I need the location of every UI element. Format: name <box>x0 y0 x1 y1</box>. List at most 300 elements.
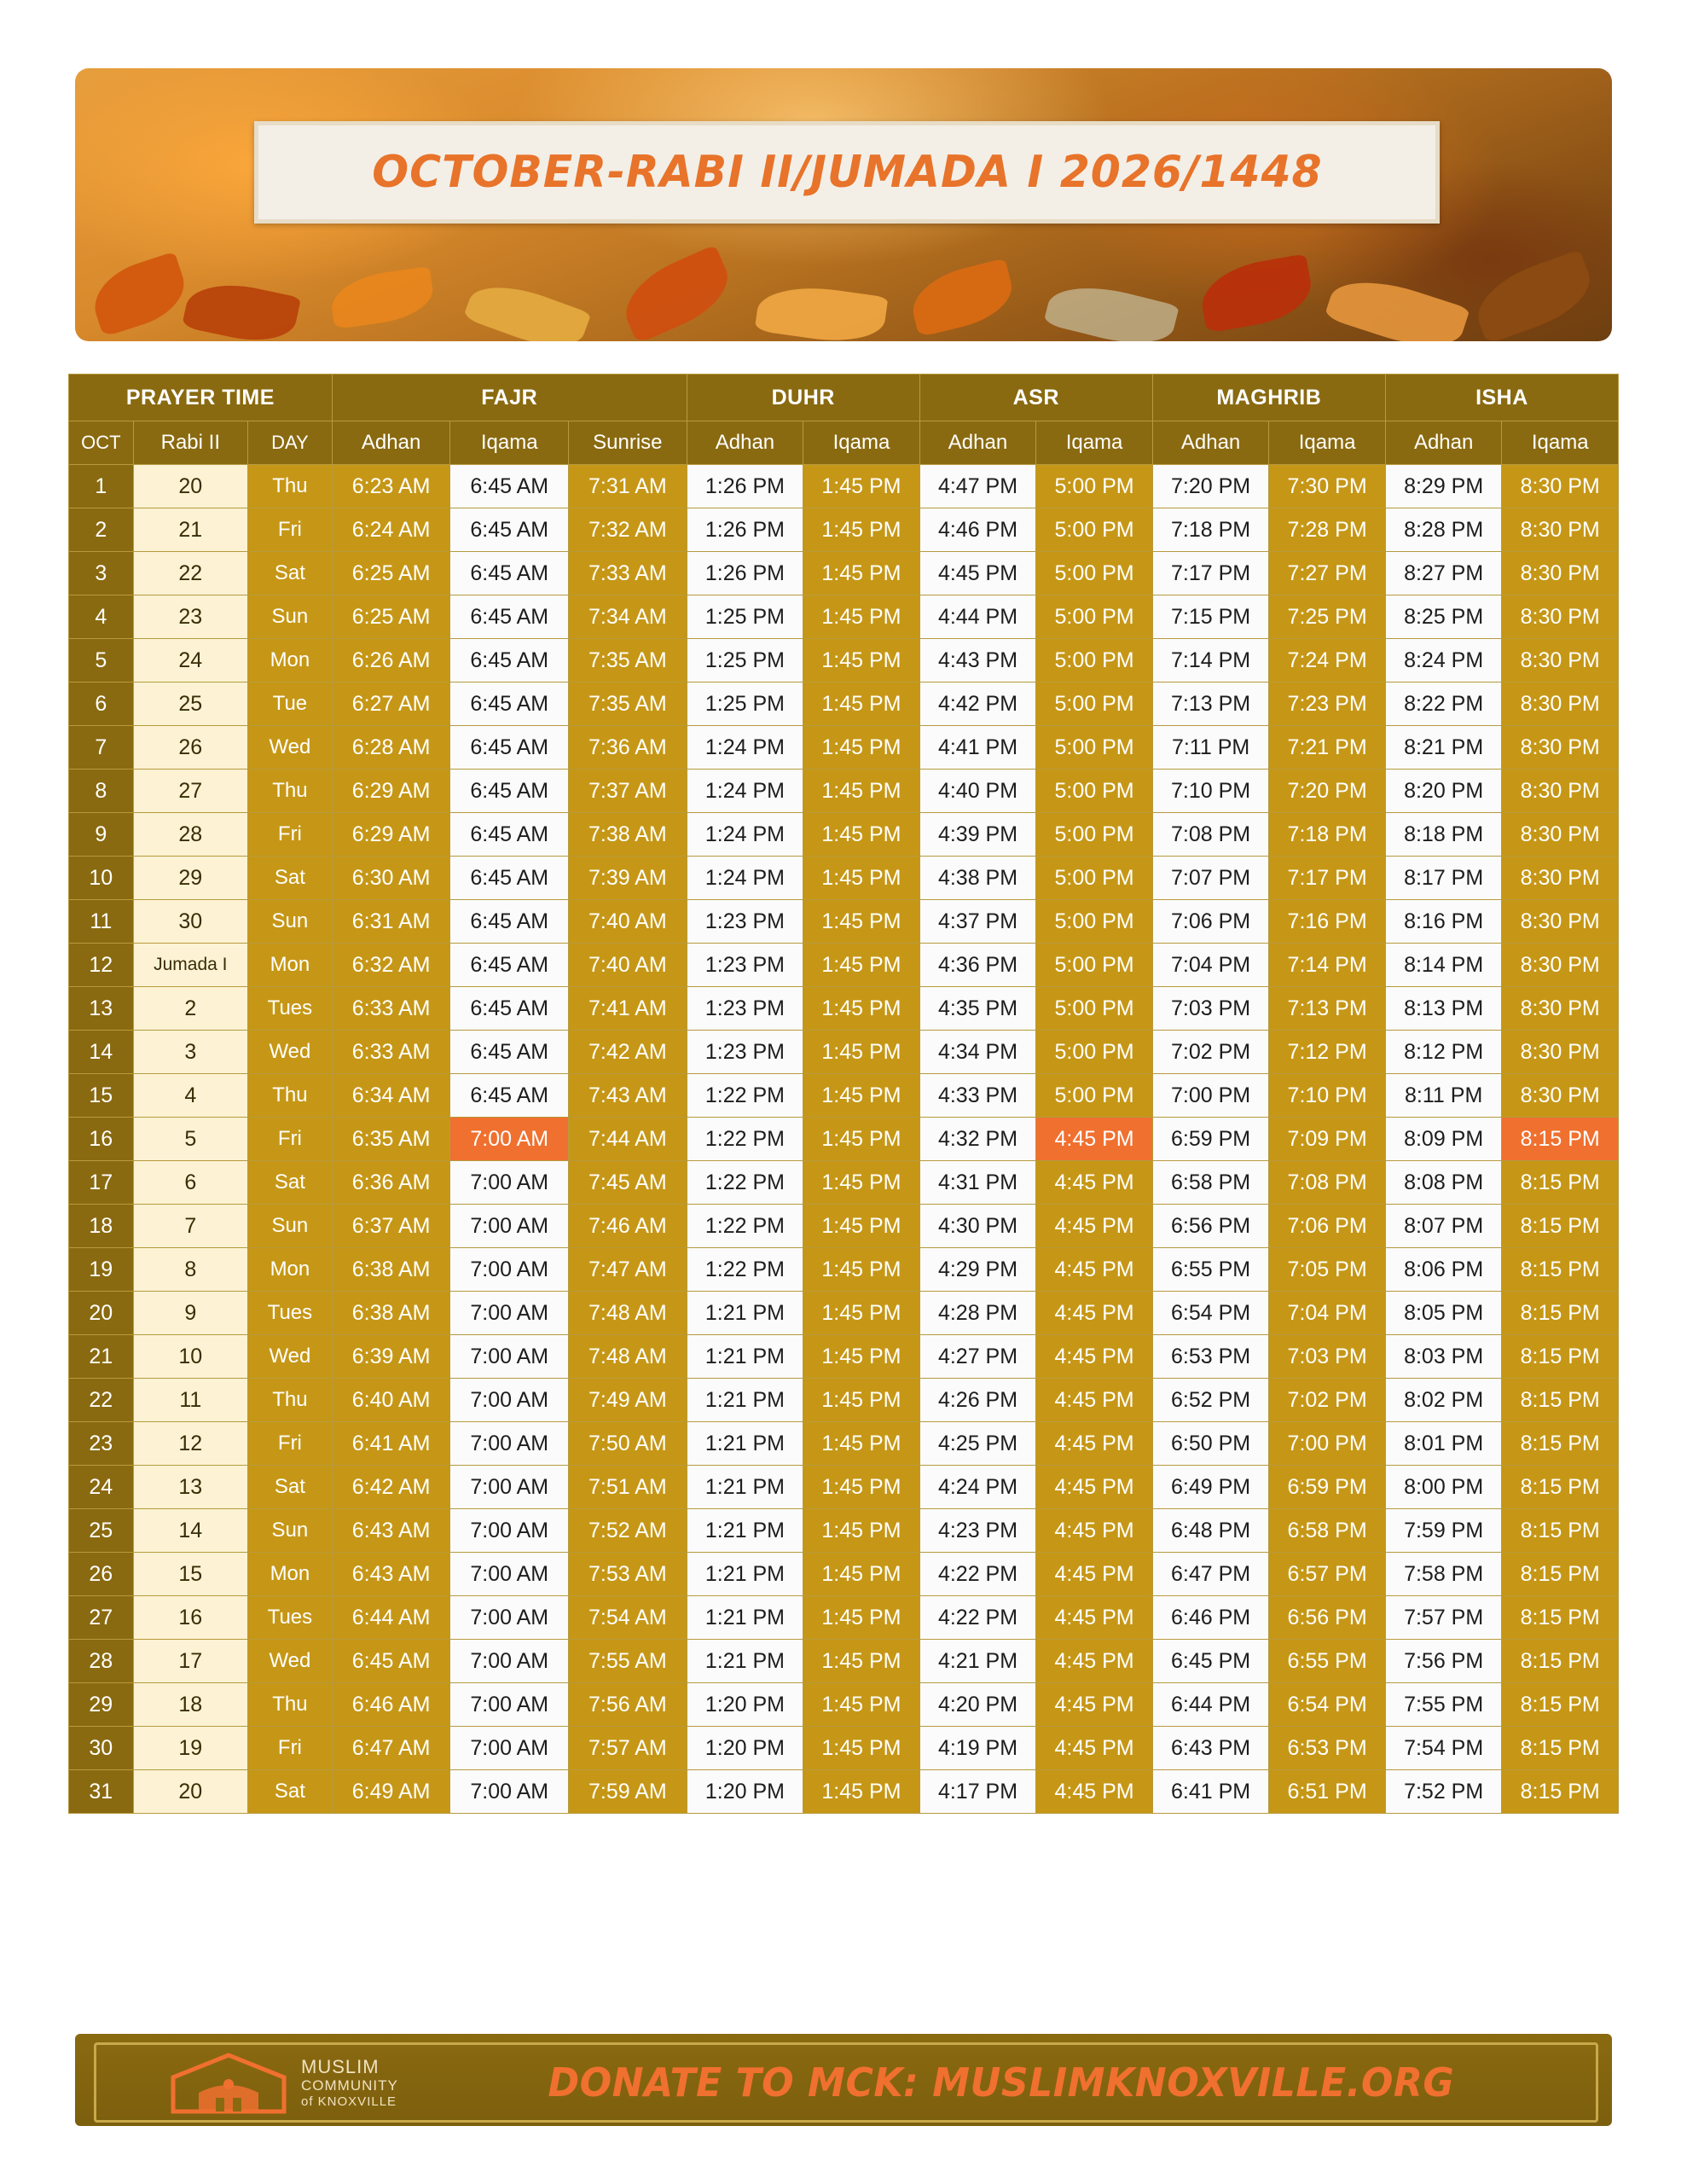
cell-fajr-iqama: 7:00 AM <box>450 1248 569 1292</box>
prayer-times-table <box>68 374 1619 1814</box>
cell-asr-iqama: 5:00 PM <box>1036 682 1153 726</box>
cell-maghrib-adhan: 7:17 PM <box>1152 552 1269 595</box>
cell-isha-iqama: 8:15 PM <box>1502 1292 1619 1335</box>
cell-hijri-day: 8 <box>133 1248 247 1292</box>
cell-fajr-iqama: 6:45 AM <box>450 639 569 682</box>
cell-weekday: Fri <box>248 1727 333 1770</box>
cell-duhr-iqama: 1:45 PM <box>803 857 920 900</box>
cell-isha-iqama: 8:15 PM <box>1502 1509 1619 1553</box>
cell-asr-adhan: 4:22 PM <box>919 1596 1036 1640</box>
cell-fajr-adhan: 6:43 AM <box>332 1553 450 1596</box>
cell-duhr-adhan: 1:23 PM <box>687 944 803 987</box>
table-row <box>69 1422 1619 1466</box>
table-row <box>69 857 1619 900</box>
cell-weekday: Wed <box>248 726 333 770</box>
cell-duhr-adhan: 1:21 PM <box>687 1292 803 1335</box>
cell-maghrib-adhan: 6:55 PM <box>1152 1248 1269 1292</box>
cell-asr-adhan: 4:22 PM <box>919 1553 1036 1596</box>
page-title: OCTOBER-RABI II/JUMADA I 2026/1448 <box>371 147 1323 198</box>
cell-maghrib-iqama: 7:04 PM <box>1269 1292 1386 1335</box>
cell-fajr-adhan: 6:46 AM <box>332 1683 450 1727</box>
group-header-fajr: FAJR <box>332 375 687 421</box>
cell-isha-iqama: 8:15 PM <box>1502 1335 1619 1379</box>
cell-asr-iqama: 4:45 PM <box>1036 1335 1153 1379</box>
cell-weekday: Tue <box>248 682 333 726</box>
cell-maghrib-adhan: 6:58 PM <box>1152 1161 1269 1205</box>
cell-asr-iqama: 5:00 PM <box>1036 813 1153 857</box>
cell-isha-iqama: 8:15 PM <box>1502 1770 1619 1814</box>
cell-fajr-iqama: 7:00 AM <box>450 1292 569 1335</box>
cell-isha-adhan: 8:16 PM <box>1385 900 1502 944</box>
cell-oct-day: 23 <box>69 1422 134 1466</box>
cell-fajr-adhan: 6:37 AM <box>332 1205 450 1248</box>
cell-fajr-iqama: 6:45 AM <box>450 944 569 987</box>
cell-duhr-iqama: 1:45 PM <box>803 1466 920 1509</box>
cell-asr-adhan: 4:45 PM <box>919 552 1036 595</box>
cell-duhr-adhan: 1:24 PM <box>687 726 803 770</box>
cell-duhr-adhan: 1:21 PM <box>687 1379 803 1422</box>
table-row <box>69 1161 1619 1205</box>
cell-maghrib-iqama: 7:23 PM <box>1269 682 1386 726</box>
cell-maghrib-adhan: 7:00 PM <box>1152 1074 1269 1118</box>
cell-fajr-adhan: 6:23 AM <box>332 465 450 508</box>
cell-sunrise: 7:47 AM <box>569 1248 687 1292</box>
cell-asr-adhan: 4:32 PM <box>919 1118 1036 1161</box>
cell-sunrise: 7:55 AM <box>569 1640 687 1683</box>
cell-maghrib-adhan: 6:52 PM <box>1152 1379 1269 1422</box>
cell-asr-adhan: 4:28 PM <box>919 1292 1036 1335</box>
table-row <box>69 1379 1619 1422</box>
cell-hijri-day: 29 <box>133 857 247 900</box>
leaf-icon <box>1468 249 1600 341</box>
table-row <box>69 1770 1619 1814</box>
cell-asr-adhan: 4:41 PM <box>919 726 1036 770</box>
cell-fajr-iqama: 6:45 AM <box>450 595 569 639</box>
cell-asr-adhan: 4:26 PM <box>919 1379 1036 1422</box>
cell-duhr-iqama: 1:45 PM <box>803 1292 920 1335</box>
col-header-day: DAY <box>248 421 333 465</box>
cell-weekday: Mon <box>248 1553 333 1596</box>
cell-fajr-adhan: 6:31 AM <box>332 900 450 944</box>
cell-maghrib-adhan: 6:46 PM <box>1152 1596 1269 1640</box>
cell-sunrise: 7:32 AM <box>569 508 687 552</box>
cell-oct-day: 14 <box>69 1031 134 1074</box>
cell-sunrise: 7:42 AM <box>569 1031 687 1074</box>
cell-maghrib-adhan: 7:06 PM <box>1152 900 1269 944</box>
cell-fajr-adhan: 6:38 AM <box>332 1292 450 1335</box>
cell-isha-iqama: 8:15 PM <box>1502 1118 1619 1161</box>
cell-fajr-adhan: 6:42 AM <box>332 1466 450 1509</box>
cell-sunrise: 7:38 AM <box>569 813 687 857</box>
cell-fajr-adhan: 6:24 AM <box>332 508 450 552</box>
cell-maghrib-iqama: 7:00 PM <box>1269 1422 1386 1466</box>
cell-asr-adhan: 4:43 PM <box>919 639 1036 682</box>
cell-sunrise: 7:50 AM <box>569 1422 687 1466</box>
cell-maghrib-adhan: 7:07 PM <box>1152 857 1269 900</box>
table-row <box>69 1031 1619 1074</box>
cell-maghrib-adhan: 7:10 PM <box>1152 770 1269 813</box>
cell-oct-day: 19 <box>69 1248 134 1292</box>
cell-asr-iqama: 5:00 PM <box>1036 726 1153 770</box>
cell-maghrib-iqama: 7:09 PM <box>1269 1118 1386 1161</box>
cell-isha-iqama: 8:15 PM <box>1502 1422 1619 1466</box>
cell-maghrib-iqama: 6:56 PM <box>1269 1596 1386 1640</box>
cell-isha-adhan: 8:12 PM <box>1385 1031 1502 1074</box>
table-row <box>69 944 1619 987</box>
cell-weekday: Thu <box>248 1683 333 1727</box>
cell-isha-iqama: 8:15 PM <box>1502 1379 1619 1422</box>
cell-maghrib-iqama: 7:16 PM <box>1269 900 1386 944</box>
col-header-maghrib-adhan: Adhan <box>1152 421 1269 465</box>
cell-hijri-day: 24 <box>133 639 247 682</box>
cell-isha-adhan: 7:57 PM <box>1385 1596 1502 1640</box>
cell-weekday: Tues <box>248 987 333 1031</box>
cell-asr-adhan: 4:40 PM <box>919 770 1036 813</box>
cell-maghrib-adhan: 6:50 PM <box>1152 1422 1269 1466</box>
cell-duhr-adhan: 1:24 PM <box>687 813 803 857</box>
cell-duhr-adhan: 1:22 PM <box>687 1161 803 1205</box>
cell-isha-adhan: 8:05 PM <box>1385 1292 1502 1335</box>
cell-hijri-day: 22 <box>133 552 247 595</box>
cell-isha-iqama: 8:15 PM <box>1502 1161 1619 1205</box>
cell-asr-iqama: 4:45 PM <box>1036 1466 1153 1509</box>
cell-weekday: Wed <box>248 1031 333 1074</box>
cell-duhr-iqama: 1:45 PM <box>803 1031 920 1074</box>
cell-isha-adhan: 7:59 PM <box>1385 1509 1502 1553</box>
cell-asr-adhan: 4:21 PM <box>919 1640 1036 1683</box>
cell-isha-adhan: 8:07 PM <box>1385 1205 1502 1248</box>
cell-isha-iqama: 8:30 PM <box>1502 595 1619 639</box>
cell-sunrise: 7:43 AM <box>569 1074 687 1118</box>
cell-oct-day: 26 <box>69 1553 134 1596</box>
cell-fajr-adhan: 6:49 AM <box>332 1770 450 1814</box>
cell-fajr-iqama: 6:45 AM <box>450 726 569 770</box>
col-header-isha-adhan: Adhan <box>1385 421 1502 465</box>
cell-sunrise: 7:57 AM <box>569 1727 687 1770</box>
cell-duhr-adhan: 1:20 PM <box>687 1727 803 1770</box>
leaf-icon <box>328 266 437 329</box>
cell-fajr-iqama: 6:45 AM <box>450 465 569 508</box>
cell-sunrise: 7:48 AM <box>569 1292 687 1335</box>
cell-weekday: Sun <box>248 1509 333 1553</box>
cell-maghrib-adhan: 7:18 PM <box>1152 508 1269 552</box>
cell-asr-adhan: 4:44 PM <box>919 595 1036 639</box>
cell-sunrise: 7:44 AM <box>569 1118 687 1161</box>
cell-weekday: Fri <box>248 1422 333 1466</box>
cell-isha-adhan: 8:03 PM <box>1385 1335 1502 1379</box>
cell-asr-adhan: 4:23 PM <box>919 1509 1036 1553</box>
cell-hijri-day: 20 <box>133 1770 247 1814</box>
cell-isha-iqama: 8:15 PM <box>1502 1596 1619 1640</box>
cell-oct-day: 24 <box>69 1466 134 1509</box>
cell-weekday: Sat <box>248 1161 333 1205</box>
cell-duhr-iqama: 1:45 PM <box>803 726 920 770</box>
table-row <box>69 813 1619 857</box>
cell-asr-adhan: 4:34 PM <box>919 1031 1036 1074</box>
leaf-icon <box>906 258 1018 337</box>
cell-duhr-adhan: 1:21 PM <box>687 1335 803 1379</box>
cell-fajr-iqama: 7:00 AM <box>450 1770 569 1814</box>
mck-logo-text <box>301 2056 480 2109</box>
cell-maghrib-iqama: 6:57 PM <box>1269 1553 1386 1596</box>
cell-maghrib-iqama: 7:02 PM <box>1269 1379 1386 1422</box>
col-header-duhr-iqama: Iqama <box>803 421 920 465</box>
cell-fajr-iqama: 6:45 AM <box>450 1074 569 1118</box>
cell-maghrib-adhan: 7:02 PM <box>1152 1031 1269 1074</box>
table-row <box>69 1683 1619 1727</box>
cell-duhr-adhan: 1:22 PM <box>687 1074 803 1118</box>
cell-maghrib-adhan: 6:45 PM <box>1152 1640 1269 1683</box>
cell-asr-iqama: 4:45 PM <box>1036 1509 1153 1553</box>
cell-oct-day: 21 <box>69 1335 134 1379</box>
cell-isha-iqama: 8:15 PM <box>1502 1205 1619 1248</box>
cell-fajr-adhan: 6:33 AM <box>332 987 450 1031</box>
footer-inner <box>94 2042 1598 2123</box>
cell-duhr-adhan: 1:26 PM <box>687 465 803 508</box>
leaf-icon <box>182 275 301 341</box>
cell-hijri-day: 14 <box>133 1509 247 1553</box>
cell-oct-day: 2 <box>69 508 134 552</box>
cell-hijri-day: 13 <box>133 1466 247 1509</box>
cell-duhr-iqama: 1:45 PM <box>803 1770 920 1814</box>
cell-duhr-iqama: 1:45 PM <box>803 1596 920 1640</box>
cell-isha-iqama: 8:30 PM <box>1502 1031 1619 1074</box>
cell-fajr-iqama: 7:00 AM <box>450 1335 569 1379</box>
cell-isha-adhan: 8:25 PM <box>1385 595 1502 639</box>
cell-weekday: Thu <box>248 465 333 508</box>
cell-asr-iqama: 5:00 PM <box>1036 1031 1153 1074</box>
cell-maghrib-iqama: 6:54 PM <box>1269 1683 1386 1727</box>
cell-isha-adhan: 8:06 PM <box>1385 1248 1502 1292</box>
cell-fajr-iqama: 7:00 AM <box>450 1596 569 1640</box>
table-row <box>69 726 1619 770</box>
table-row <box>69 1509 1619 1553</box>
cell-asr-iqama: 5:00 PM <box>1036 595 1153 639</box>
cell-duhr-iqama: 1:45 PM <box>803 987 920 1031</box>
cell-maghrib-iqama: 6:58 PM <box>1269 1509 1386 1553</box>
table-row <box>69 552 1619 595</box>
cell-maghrib-iqama: 7:06 PM <box>1269 1205 1386 1248</box>
cell-weekday: Tues <box>248 1596 333 1640</box>
cell-asr-adhan: 4:30 PM <box>919 1205 1036 1248</box>
cell-asr-adhan: 4:38 PM <box>919 857 1036 900</box>
cell-sunrise: 7:56 AM <box>569 1683 687 1727</box>
cell-maghrib-iqama: 7:27 PM <box>1269 552 1386 595</box>
cell-hijri-day: 12 <box>133 1422 247 1466</box>
cell-weekday: Mon <box>248 944 333 987</box>
cell-isha-adhan: 7:56 PM <box>1385 1640 1502 1683</box>
cell-isha-adhan: 8:27 PM <box>1385 552 1502 595</box>
cell-fajr-iqama: 7:00 AM <box>450 1379 569 1422</box>
cell-weekday: Thu <box>248 1074 333 1118</box>
cell-oct-day: 3 <box>69 552 134 595</box>
cell-isha-adhan: 8:20 PM <box>1385 770 1502 813</box>
cell-sunrise: 7:45 AM <box>569 1161 687 1205</box>
table-row <box>69 1727 1619 1770</box>
cell-maghrib-adhan: 6:44 PM <box>1152 1683 1269 1727</box>
cell-weekday: Mon <box>248 639 333 682</box>
cell-weekday: Mon <box>248 1248 333 1292</box>
cell-isha-adhan: 8:14 PM <box>1385 944 1502 987</box>
banner-title-box <box>254 121 1440 224</box>
cell-fajr-adhan: 6:30 AM <box>332 857 450 900</box>
cell-fajr-iqama: 7:00 AM <box>450 1553 569 1596</box>
col-header-fajr-iqama: Iqama <box>450 421 569 465</box>
cell-duhr-iqama: 1:45 PM <box>803 813 920 857</box>
cell-asr-adhan: 4:20 PM <box>919 1683 1036 1727</box>
cell-asr-adhan: 4:47 PM <box>919 465 1036 508</box>
cell-maghrib-adhan: 6:54 PM <box>1152 1292 1269 1335</box>
cell-maghrib-adhan: 6:47 PM <box>1152 1553 1269 1596</box>
cell-sunrise: 7:40 AM <box>569 944 687 987</box>
table-row <box>69 987 1619 1031</box>
cell-duhr-adhan: 1:21 PM <box>687 1553 803 1596</box>
cell-isha-adhan: 7:52 PM <box>1385 1770 1502 1814</box>
cell-maghrib-iqama: 7:17 PM <box>1269 857 1386 900</box>
cell-weekday: Sat <box>248 1466 333 1509</box>
cell-maghrib-iqama: 7:20 PM <box>1269 770 1386 813</box>
cell-weekday: Sun <box>248 595 333 639</box>
cell-fajr-adhan: 6:40 AM <box>332 1379 450 1422</box>
cell-duhr-adhan: 1:22 PM <box>687 1248 803 1292</box>
cell-duhr-adhan: 1:23 PM <box>687 1031 803 1074</box>
col-header-asr-adhan: Adhan <box>919 421 1036 465</box>
cell-duhr-iqama: 1:45 PM <box>803 1161 920 1205</box>
cell-hijri-day: 9 <box>133 1292 247 1335</box>
cell-asr-adhan: 4:29 PM <box>919 1248 1036 1292</box>
cell-fajr-adhan: 6:45 AM <box>332 1640 450 1683</box>
cell-fajr-adhan: 6:38 AM <box>332 1248 450 1292</box>
cell-duhr-iqama: 1:45 PM <box>803 639 920 682</box>
cell-asr-adhan: 4:17 PM <box>919 1770 1036 1814</box>
cell-maghrib-adhan: 7:11 PM <box>1152 726 1269 770</box>
cell-asr-iqama: 5:00 PM <box>1036 944 1153 987</box>
cell-asr-adhan: 4:33 PM <box>919 1074 1036 1118</box>
cell-isha-adhan: 8:29 PM <box>1385 465 1502 508</box>
cell-maghrib-iqama: 7:12 PM <box>1269 1031 1386 1074</box>
cell-fajr-iqama: 7:00 AM <box>450 1727 569 1770</box>
cell-asr-iqama: 4:45 PM <box>1036 1422 1153 1466</box>
cell-weekday: Sun <box>248 1205 333 1248</box>
cell-sunrise: 7:34 AM <box>569 595 687 639</box>
leaf-icon <box>1324 267 1470 341</box>
cell-duhr-iqama: 1:45 PM <box>803 552 920 595</box>
cell-maghrib-iqama: 7:08 PM <box>1269 1161 1386 1205</box>
table-row <box>69 1553 1619 1596</box>
cell-fajr-adhan: 6:47 AM <box>332 1727 450 1770</box>
cell-isha-adhan: 8:11 PM <box>1385 1074 1502 1118</box>
cell-duhr-iqama: 1:45 PM <box>803 508 920 552</box>
cell-maghrib-adhan: 6:53 PM <box>1152 1335 1269 1379</box>
cell-asr-adhan: 4:24 PM <box>919 1466 1036 1509</box>
cell-asr-iqama: 4:45 PM <box>1036 1161 1153 1205</box>
donate-link[interactable]: DONATE TO MCK: MUSLIMKNOXVILLE.ORG <box>548 2059 1455 2106</box>
cell-sunrise: 7:35 AM <box>569 682 687 726</box>
cell-weekday: Sat <box>248 552 333 595</box>
cell-duhr-adhan: 1:23 PM <box>687 900 803 944</box>
cell-oct-day: 18 <box>69 1205 134 1248</box>
cell-isha-iqama: 8:30 PM <box>1502 900 1619 944</box>
cell-weekday: Sun <box>248 900 333 944</box>
cell-duhr-iqama: 1:45 PM <box>803 1118 920 1161</box>
cell-duhr-adhan: 1:20 PM <box>687 1770 803 1814</box>
autumn-leaves-decoration <box>75 213 1612 341</box>
table-row <box>69 682 1619 726</box>
cell-isha-iqama: 8:30 PM <box>1502 944 1619 987</box>
cell-sunrise: 7:37 AM <box>569 770 687 813</box>
footer-banner <box>75 2034 1612 2126</box>
col-header-sunrise: Sunrise <box>569 421 687 465</box>
cell-duhr-adhan: 1:26 PM <box>687 552 803 595</box>
cell-asr-iqama: 4:45 PM <box>1036 1727 1153 1770</box>
cell-oct-day: 27 <box>69 1596 134 1640</box>
table-group-header-row <box>69 375 1619 421</box>
prayer-table-wrapper <box>68 374 1619 1814</box>
cell-oct-day: 29 <box>69 1683 134 1727</box>
cell-hijri-day: 4 <box>133 1074 247 1118</box>
cell-duhr-iqama: 1:45 PM <box>803 1509 920 1553</box>
cell-asr-adhan: 4:35 PM <box>919 987 1036 1031</box>
cell-asr-iqama: 4:45 PM <box>1036 1596 1153 1640</box>
col-header-duhr-adhan: Adhan <box>687 421 803 465</box>
cell-isha-iqama: 8:30 PM <box>1502 813 1619 857</box>
prayer-table-body <box>69 465 1619 1814</box>
cell-fajr-iqama: 6:45 AM <box>450 682 569 726</box>
cell-asr-iqama: 5:00 PM <box>1036 552 1153 595</box>
cell-isha-adhan: 7:58 PM <box>1385 1553 1502 1596</box>
cell-weekday: Wed <box>248 1335 333 1379</box>
cell-fajr-adhan: 6:32 AM <box>332 944 450 987</box>
leaf-icon <box>613 245 739 341</box>
cell-duhr-iqama: 1:45 PM <box>803 1727 920 1770</box>
cell-hijri-day: 18 <box>133 1683 247 1727</box>
cell-duhr-adhan: 1:25 PM <box>687 639 803 682</box>
cell-isha-iqama: 8:30 PM <box>1502 508 1619 552</box>
cell-isha-iqama: 8:30 PM <box>1502 552 1619 595</box>
cell-oct-day: 13 <box>69 987 134 1031</box>
cell-fajr-iqama: 6:45 AM <box>450 900 569 944</box>
cell-fajr-adhan: 6:25 AM <box>332 595 450 639</box>
cell-duhr-iqama: 1:45 PM <box>803 1335 920 1379</box>
cell-oct-day: 15 <box>69 1074 134 1118</box>
cell-maghrib-iqama: 6:55 PM <box>1269 1640 1386 1683</box>
cell-isha-adhan: 8:13 PM <box>1385 987 1502 1031</box>
cell-oct-day: 20 <box>69 1292 134 1335</box>
cell-maghrib-adhan: 6:41 PM <box>1152 1770 1269 1814</box>
cell-fajr-iqama: 6:45 AM <box>450 552 569 595</box>
cell-hijri-day: 23 <box>133 595 247 639</box>
cell-fajr-adhan: 6:41 AM <box>332 1422 450 1466</box>
table-row <box>69 1074 1619 1118</box>
cell-oct-day: 30 <box>69 1727 134 1770</box>
cell-asr-iqama: 5:00 PM <box>1036 465 1153 508</box>
cell-isha-iqama: 8:30 PM <box>1502 1074 1619 1118</box>
cell-fajr-adhan: 6:25 AM <box>332 552 450 595</box>
cell-maghrib-iqama: 6:53 PM <box>1269 1727 1386 1770</box>
cell-maghrib-adhan: 7:08 PM <box>1152 813 1269 857</box>
cell-isha-iqama: 8:30 PM <box>1502 857 1619 900</box>
cell-isha-iqama: 8:15 PM <box>1502 1248 1619 1292</box>
cell-sunrise: 7:59 AM <box>569 1770 687 1814</box>
cell-oct-day: 11 <box>69 900 134 944</box>
cell-hijri-day: 25 <box>133 682 247 726</box>
cell-fajr-adhan: 6:35 AM <box>332 1118 450 1161</box>
cell-fajr-adhan: 6:29 AM <box>332 770 450 813</box>
cell-fajr-iqama: 7:00 AM <box>450 1422 569 1466</box>
cell-duhr-iqama: 1:45 PM <box>803 1205 920 1248</box>
cell-asr-iqama: 4:45 PM <box>1036 1379 1153 1422</box>
cell-oct-day: 4 <box>69 595 134 639</box>
